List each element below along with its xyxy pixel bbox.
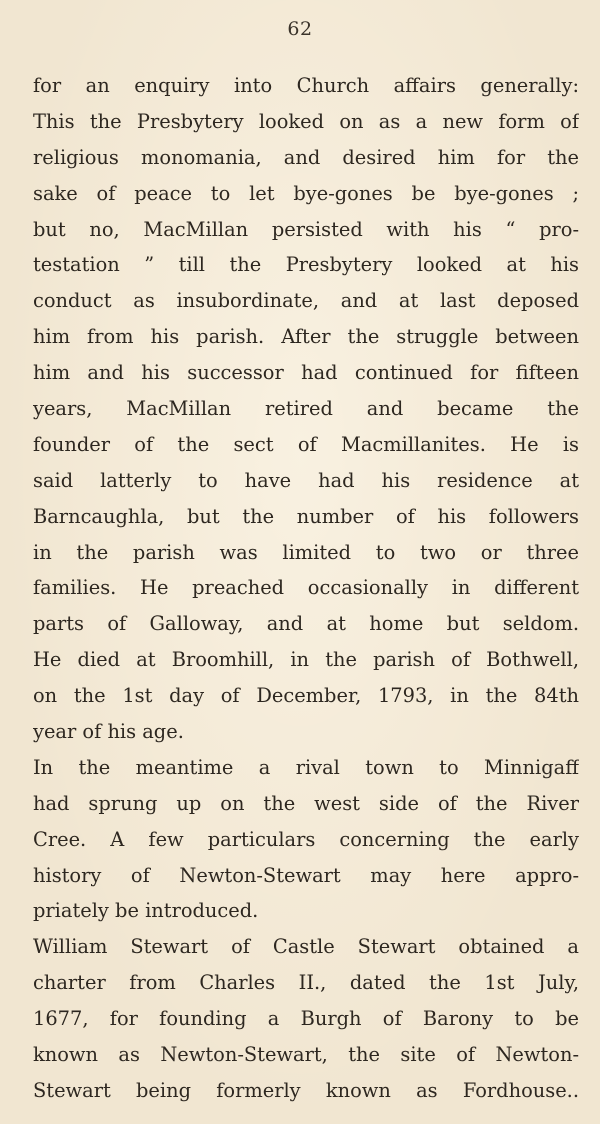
text-line: He died at Broomhill, in the parish of Bothwell, (33, 648, 579, 672)
paragraph-rival-town (33, 750, 579, 929)
text-line: said latterly to have had his residence at (33, 468, 579, 492)
text-line: religious monomania, and desired him for the (33, 145, 579, 169)
paragraph-macmillan (33, 68, 579, 750)
text-line: history of Newton-Stewart may here appro- (33, 863, 579, 887)
text-line: year of his age. (33, 720, 184, 744)
text-line: testation ” till the Presbytery looked at his (33, 253, 579, 277)
text-line: Cree. A few particulars concerning the early (33, 827, 579, 851)
text-line: sake of peace to let bye-gones be bye-gones ; (33, 181, 579, 205)
text-line: charter from Charles II., dated the 1st July, (33, 971, 579, 995)
text-line: on the 1st day of December, 1793, in the 84th (33, 684, 579, 708)
text-line: known as Newton-Stewart, the site of Newton- (33, 1043, 579, 1067)
body-text (33, 68, 579, 1109)
text-line: him from his parish. After the struggle between (33, 325, 579, 349)
text-line: parts of Galloway, and at home but seldom. (33, 612, 579, 636)
text-line: Barncaughla, but the number of his followers (33, 504, 579, 528)
text-line: had sprung up on the west side of the River (33, 791, 579, 815)
text-line: him and his successor had continued for fifteen (33, 361, 579, 385)
text-line: for an enquiry into Church affairs generally: (33, 74, 579, 97)
text-line: in the parish was limited to two or three (33, 540, 579, 564)
text-line: Stewart being formerly known as Fordhouse.. (33, 1078, 579, 1102)
text-line: conduct as insubordinate, and at last deposed (33, 289, 579, 313)
text-line: In the meantime a rival town to Minnigaff (33, 755, 579, 779)
paragraph-william-stewart (33, 929, 579, 1108)
text-line: priately be introduced. (33, 899, 259, 923)
text-line: founder of the sect of Macmillanites. He is (33, 432, 579, 456)
text-line: but no, MacMillan persisted with his “ pro- (33, 217, 579, 241)
text-line: families. He preached occasionally in different (33, 576, 579, 600)
text-line: years, MacMillan retired and became the (33, 397, 579, 421)
page-number: 62 (287, 18, 313, 40)
text-line: 1677, for founding a Burgh of Barony to be (33, 1007, 579, 1031)
text-line: This the Presbytery looked on as a new form of (33, 109, 579, 133)
text-line: William Stewart of Castle Stewart obtained a (33, 935, 579, 959)
